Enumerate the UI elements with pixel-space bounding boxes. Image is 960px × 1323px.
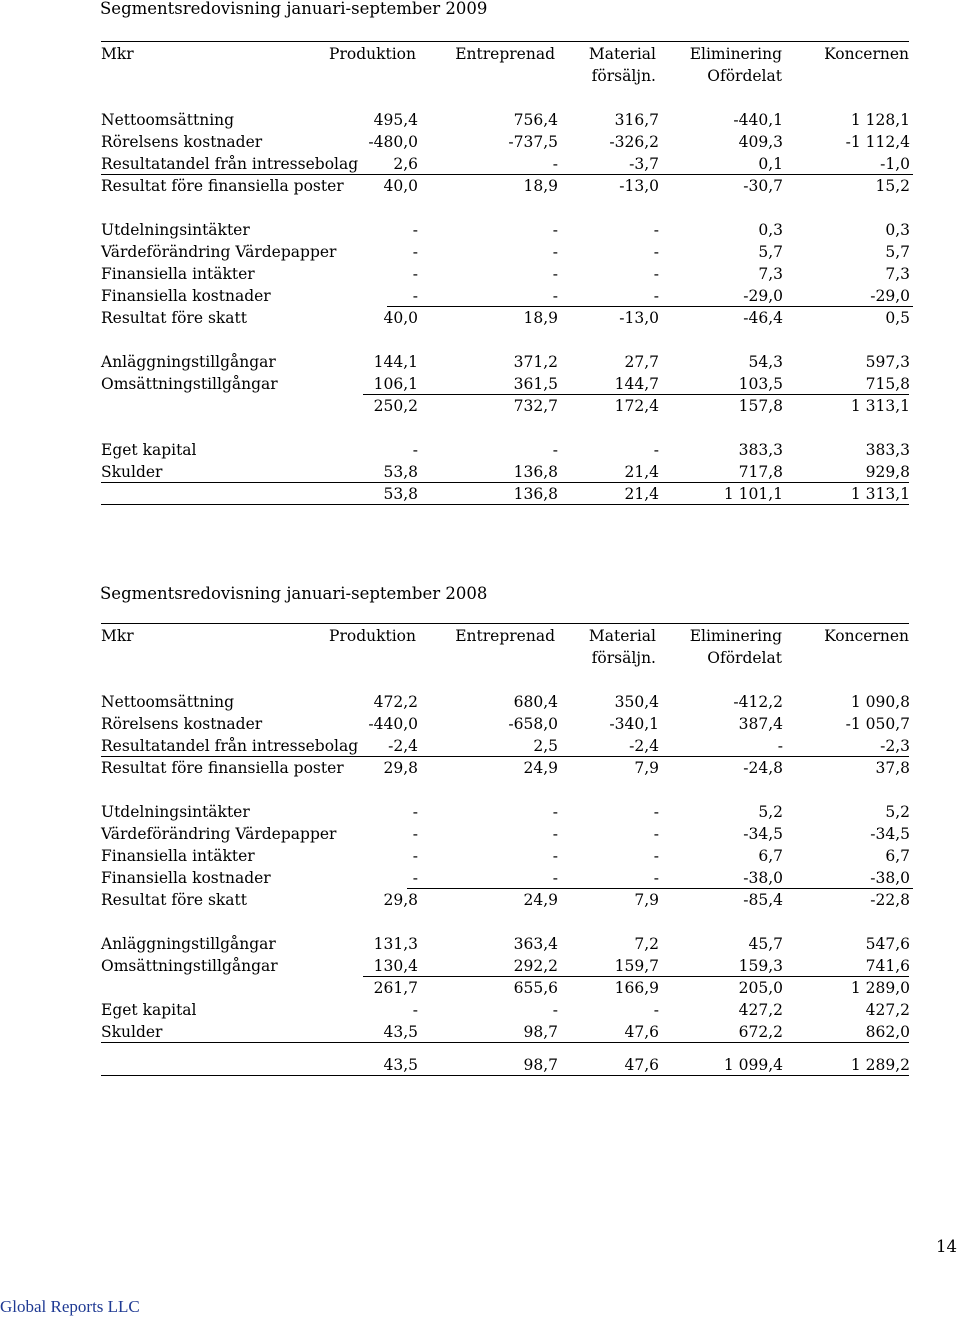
spacer-row — [101, 197, 913, 219]
cell-value: 1 313,1 — [850, 485, 910, 503]
cell-value: - — [552, 847, 558, 865]
cell-value: - — [653, 287, 659, 305]
footer-brand: Global Reports LLC — [0, 1297, 140, 1316]
cell-value: 144,7 — [614, 375, 659, 393]
header-mkr: Mkr — [101, 45, 134, 63]
table-row — [101, 351, 913, 373]
cell-value: 495,4 — [373, 111, 418, 129]
cell-value: 7,2 — [634, 935, 659, 953]
row-label: Eget kapital — [101, 1001, 197, 1019]
cell-value: 47,6 — [624, 1023, 659, 1041]
cell-value: 98,7 — [523, 1056, 558, 1074]
row-label: Rörelsens kostnader — [101, 133, 263, 151]
cell-value: 862,0 — [865, 1023, 910, 1041]
cell-value: - — [552, 441, 558, 459]
cell-value: -412,2 — [733, 693, 783, 711]
row-label: Utdelningsintäkter — [101, 221, 250, 239]
cell-value: 1 313,1 — [850, 397, 910, 415]
table-row — [101, 757, 913, 779]
cell-value: - — [412, 221, 418, 239]
cell-value: 383,3 — [865, 441, 910, 459]
table-row — [101, 691, 913, 713]
cell-value: 756,4 — [513, 111, 558, 129]
table-row — [101, 889, 913, 911]
cell-value: -34,5 — [743, 825, 783, 843]
table-row — [101, 439, 913, 461]
table-row — [101, 999, 913, 1021]
table-row — [101, 1054, 913, 1076]
cell-value: 45,7 — [748, 935, 783, 953]
cell-value: -1 050,7 — [845, 715, 910, 733]
cell-value: -1 112,4 — [845, 133, 910, 151]
cell-value: 157,8 — [738, 397, 783, 415]
cell-value: -737,5 — [508, 133, 558, 151]
cell-value: -326,2 — [609, 133, 659, 151]
table-header — [101, 41, 909, 85]
cell-value: 5,2 — [758, 803, 783, 821]
cell-value: - — [653, 847, 659, 865]
cell-value: 316,7 — [614, 111, 659, 129]
cell-value: 597,3 — [865, 353, 910, 371]
row-label: Utdelningsintäkter — [101, 803, 250, 821]
row-label: Skulder — [101, 463, 163, 481]
cell-value: -3,7 — [629, 155, 659, 173]
cell-value: - — [653, 265, 659, 283]
cell-value: 98,7 — [523, 1023, 558, 1041]
cell-value: - — [552, 287, 558, 305]
table-row — [101, 263, 913, 285]
cell-value: 292,2 — [513, 957, 558, 975]
cell-value: -1,0 — [880, 155, 910, 173]
cell-value: 47,6 — [624, 1056, 659, 1074]
cell-value: -34,5 — [870, 825, 910, 843]
spacer-row — [101, 1043, 913, 1054]
cell-value: -2,4 — [388, 737, 418, 755]
cell-value: 2,6 — [393, 155, 418, 173]
cell-value: 0,1 — [758, 155, 783, 173]
cell-value: -658,0 — [508, 715, 558, 733]
row-label: Anläggningstillgångar — [101, 353, 276, 371]
cell-value: - — [412, 869, 418, 887]
cell-value: 103,5 — [738, 375, 783, 393]
spacer-row — [101, 779, 913, 801]
cell-value: 387,4 — [738, 715, 783, 733]
cell-value: - — [777, 737, 783, 755]
cell-value: 131,3 — [373, 935, 418, 953]
cell-value: 144,1 — [373, 353, 418, 371]
cell-value: 655,6 — [513, 979, 558, 997]
cell-value: - — [412, 287, 418, 305]
cell-value: 136,8 — [513, 485, 558, 503]
table-body — [101, 691, 913, 1076]
cell-value: 409,3 — [738, 133, 783, 151]
cell-value: 350,4 — [614, 693, 659, 711]
cell-value: 361,5 — [513, 375, 558, 393]
cell-value: 18,9 — [523, 177, 558, 195]
cell-value: - — [552, 803, 558, 821]
cell-value: 24,9 — [523, 759, 558, 777]
table-row — [101, 933, 913, 955]
cell-value: 717,8 — [738, 463, 783, 481]
cell-value: -29,0 — [743, 287, 783, 305]
table-row — [101, 219, 913, 241]
cell-value: 7,9 — [634, 759, 659, 777]
cell-value: 1 090,8 — [850, 693, 910, 711]
table-row — [101, 109, 913, 131]
header-entreprenad: Entreprenad — [455, 627, 555, 645]
row-rule — [101, 1075, 909, 1076]
cell-value: 472,2 — [373, 693, 418, 711]
cell-value: 7,3 — [758, 265, 783, 283]
row-label: Skulder — [101, 1023, 163, 1041]
cell-value: 1 128,1 — [850, 111, 910, 129]
cell-value: 159,3 — [738, 957, 783, 975]
cell-value: 40,0 — [383, 309, 418, 327]
cell-value: -24,8 — [743, 759, 783, 777]
header-mkr: Mkr — [101, 627, 134, 645]
cell-value: 250,2 — [373, 397, 418, 415]
cell-value: 732,7 — [513, 397, 558, 415]
cell-value: 261,7 — [373, 979, 418, 997]
table-row — [101, 1021, 913, 1043]
cell-value: - — [552, 221, 558, 239]
cell-value: 1 289,2 — [850, 1056, 910, 1074]
cell-value: 21,4 — [624, 463, 659, 481]
cell-value: 24,9 — [523, 891, 558, 909]
header-produktion: Produktion — [329, 627, 416, 645]
cell-value: - — [552, 265, 558, 283]
row-label: Finansiella kostnader — [101, 287, 271, 305]
row-label: Resultat före skatt — [101, 309, 247, 327]
cell-value: 172,4 — [614, 397, 659, 415]
row-rule — [101, 504, 909, 505]
header-entreprenad: Entreprenad — [455, 45, 555, 63]
cell-value: -29,0 — [870, 287, 910, 305]
table-row — [101, 713, 913, 735]
cell-value: -13,0 — [619, 177, 659, 195]
cell-value: 5,7 — [758, 243, 783, 261]
table-row — [101, 241, 913, 263]
header-eliminering: Eliminering — [689, 627, 782, 645]
cell-value: 363,4 — [513, 935, 558, 953]
cell-value: 205,0 — [738, 979, 783, 997]
page-number: 14 — [936, 1237, 957, 1256]
cell-value: - — [653, 869, 659, 887]
table-row — [101, 285, 913, 307]
header-eliminering-sub: Ofördelat — [707, 67, 782, 85]
cell-value: 18,9 — [523, 309, 558, 327]
table-row — [101, 823, 913, 845]
row-label: Finansiella intäkter — [101, 265, 255, 283]
cell-value: 106,1 — [373, 375, 418, 393]
cell-value: - — [653, 825, 659, 843]
cell-value: 29,8 — [383, 759, 418, 777]
header-material: Material — [588, 45, 656, 63]
cell-value: - — [412, 265, 418, 283]
cell-value: - — [412, 441, 418, 459]
cell-value: 6,7 — [758, 847, 783, 865]
row-label: Nettoomsättning — [101, 693, 235, 711]
row-label: Omsättningstillgångar — [101, 957, 278, 975]
cell-value: - — [412, 1001, 418, 1019]
table-row — [101, 483, 913, 505]
cell-value: 2,5 — [533, 737, 558, 755]
cell-value: - — [412, 847, 418, 865]
table-header — [101, 623, 909, 667]
cell-value: 0,3 — [885, 221, 910, 239]
row-label: Resultat före finansiella poster — [101, 759, 344, 777]
cell-value: -440,1 — [733, 111, 783, 129]
table-row — [101, 955, 913, 977]
cell-value: 383,3 — [738, 441, 783, 459]
header-material: Material — [588, 627, 656, 645]
cell-value: - — [653, 441, 659, 459]
spacer-row — [101, 911, 913, 933]
cell-value: 427,2 — [738, 1001, 783, 1019]
spacer-row — [101, 417, 913, 439]
header-material-sub: försäljn. — [591, 67, 656, 85]
cell-value: 37,8 — [875, 759, 910, 777]
table-row — [101, 801, 913, 823]
spacer-row — [101, 329, 913, 351]
table-row — [101, 131, 913, 153]
cell-value: 159,7 — [614, 957, 659, 975]
section-title: Segmentsredovisning januari-september 2009 — [100, 0, 488, 18]
row-label: Resultat före finansiella poster — [101, 177, 344, 195]
cell-value: 715,8 — [865, 375, 910, 393]
header-material-sub: försäljn. — [591, 649, 656, 667]
cell-value: -340,1 — [609, 715, 659, 733]
table-row — [101, 395, 913, 417]
cell-value: 54,3 — [748, 353, 783, 371]
table-row — [101, 867, 913, 889]
cell-value: - — [412, 825, 418, 843]
cell-value: -46,4 — [743, 309, 783, 327]
cell-value: -2,3 — [880, 737, 910, 755]
cell-value: 40,0 — [383, 177, 418, 195]
row-label: Rörelsens kostnader — [101, 715, 263, 733]
cell-value: 929,8 — [865, 463, 910, 481]
row-label: Värdeförändring Värdepapper — [101, 825, 337, 843]
cell-value: 43,5 — [383, 1023, 418, 1041]
cell-value: - — [552, 1001, 558, 1019]
cell-value: - — [653, 243, 659, 261]
row-label: Resultatandel från intressebolag — [101, 737, 359, 755]
cell-value: 7,9 — [634, 891, 659, 909]
cell-value: -13,0 — [619, 309, 659, 327]
cell-value: 6,7 — [885, 847, 910, 865]
cell-value: - — [552, 825, 558, 843]
table-row — [101, 977, 913, 999]
cell-value: - — [653, 221, 659, 239]
cell-value: 547,6 — [865, 935, 910, 953]
cell-value: 0,3 — [758, 221, 783, 239]
cell-value: 7,3 — [885, 265, 910, 283]
cell-value: 1 099,4 — [723, 1056, 783, 1074]
cell-value: 21,4 — [624, 485, 659, 503]
cell-value: 1 101,1 — [723, 485, 783, 503]
cell-value: - — [412, 243, 418, 261]
row-label: Finansiella kostnader — [101, 869, 271, 887]
row-label: Värdeförändring Värdepapper — [101, 243, 337, 261]
cell-value: - — [552, 243, 558, 261]
table-row — [101, 175, 913, 197]
cell-value: 27,7 — [624, 353, 659, 371]
cell-value: - — [412, 803, 418, 821]
header-produktion: Produktion — [329, 45, 416, 63]
row-label: Nettoomsättning — [101, 111, 235, 129]
cell-value: -480,0 — [368, 133, 418, 151]
table-body — [101, 109, 913, 505]
cell-value: -85,4 — [743, 891, 783, 909]
header-koncernen: Koncernen — [824, 45, 909, 63]
table-row — [101, 153, 913, 175]
section-title: Segmentsredovisning januari-september 2008 — [100, 584, 488, 603]
cell-value: 5,7 — [885, 243, 910, 261]
row-label: Anläggningstillgångar — [101, 935, 276, 953]
cell-value: 53,8 — [383, 485, 418, 503]
cell-value: -2,4 — [629, 737, 659, 755]
cell-value: - — [653, 803, 659, 821]
cell-value: 136,8 — [513, 463, 558, 481]
cell-value: 130,4 — [373, 957, 418, 975]
cell-value: 53,8 — [383, 463, 418, 481]
cell-value: 15,2 — [875, 177, 910, 195]
table-row — [101, 307, 913, 329]
cell-value: - — [552, 869, 558, 887]
cell-value: -30,7 — [743, 177, 783, 195]
cell-value: 672,2 — [738, 1023, 783, 1041]
header-koncernen: Koncernen — [824, 627, 909, 645]
cell-value: 427,2 — [865, 1001, 910, 1019]
row-label: Omsättningstillgångar — [101, 375, 278, 393]
cell-value: 166,9 — [614, 979, 659, 997]
cell-value: -38,0 — [870, 869, 910, 887]
cell-value: 741,6 — [865, 957, 910, 975]
cell-value: 680,4 — [513, 693, 558, 711]
table-row — [101, 461, 913, 483]
cell-value: 371,2 — [513, 353, 558, 371]
row-label: Resultatandel från intressebolag — [101, 155, 359, 173]
cell-value: -38,0 — [743, 869, 783, 887]
row-label: Resultat före skatt — [101, 891, 247, 909]
header-eliminering: Eliminering — [689, 45, 782, 63]
cell-value: - — [653, 1001, 659, 1019]
cell-value: -440,0 — [368, 715, 418, 733]
cell-value: - — [552, 155, 558, 173]
row-label: Eget kapital — [101, 441, 197, 459]
table-row — [101, 373, 913, 395]
table-row — [101, 735, 913, 757]
cell-value: 43,5 — [383, 1056, 418, 1074]
cell-value: 5,2 — [885, 803, 910, 821]
cell-value: 29,8 — [383, 891, 418, 909]
row-label: Finansiella intäkter — [101, 847, 255, 865]
cell-value: -22,8 — [870, 891, 910, 909]
cell-value: 0,5 — [885, 309, 910, 327]
cell-value: 1 289,0 — [850, 979, 910, 997]
header-eliminering-sub: Ofördelat — [707, 649, 782, 667]
table-row — [101, 845, 913, 867]
